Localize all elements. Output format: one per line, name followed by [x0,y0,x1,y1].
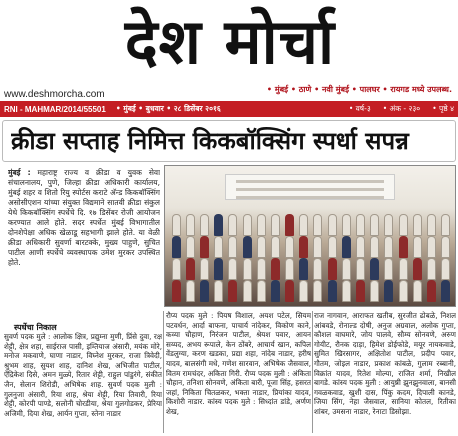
photo-person [271,214,280,236]
column-divider [312,311,313,433]
photo-person [186,236,195,258]
group-photo [164,165,456,307]
column-divider [163,311,164,433]
photo-person [214,258,223,280]
photo-person [200,258,209,280]
photo-person [257,280,266,302]
dateline: मुंबई : [8,168,31,177]
photo-person [285,280,294,302]
photo-person [441,258,450,280]
photo-person [285,214,294,236]
photo-person [356,214,365,236]
photo-person [299,280,308,302]
photo-person [313,258,322,280]
photo-person [399,280,408,302]
page-count: • पृष्ठे ४ [432,104,454,113]
photo-person [243,214,252,236]
photo-person [328,280,337,302]
photo-person [299,258,308,280]
photo-person [257,214,266,236]
photo-person [214,280,223,302]
photo-person [427,214,436,236]
photo-person [399,258,408,280]
photo-person [299,214,308,236]
photo-person [370,214,379,236]
photo-row [169,280,453,302]
photo-person [243,280,252,302]
photo-person [356,236,365,258]
brand-logo: देश मोर्चा [124,5,336,78]
photo-person [356,258,365,280]
photo-person [356,280,365,302]
photo-person [342,236,351,258]
photo-person [214,236,223,258]
photo-person [271,280,280,302]
photo-person [399,236,408,258]
photo-person [384,214,393,236]
results-heading: स्पर्धेचा निकाल [14,323,57,332]
issue-info [349,104,454,114]
photo-person [271,236,280,258]
photo-person [441,280,450,302]
photo-person [257,236,266,258]
photo-banner [225,174,395,200]
photo-person [413,214,422,236]
website-link[interactable]: www.deshmorcha.com [4,89,105,100]
photo-person [200,236,209,258]
results-column-left: सुवर्ण पदक मुले : आलोक क्षित्र, प्रद्युम्ना मुणी, प्रिंसे दुवा, रक्ष शेट्टी, क्षेत्र शहा, साईराज पासी, इम्तियाज अंसारी, मयंक मोरे, मनोज मकवाणे, घाणा नाडार, विघ्नेश मुरकर, राजा त्रिवेदी, श्रुभम शाह, सुयश शाह, दानिश शेख, अभिजीत पाटील, ऐंद्रिकेश दिसे, अमन मुळ्ये, रितार शेट्टी, राहुल पांडुरंगे, संकीत जैन, सेलान शिरोडी, अभिषेक शाह. सुवर्ण पदक मुली : गुलनुजा अंसारी, रिया शाह, श्रेया शेट्टी, रिया तिवारी, रिया शेट्टी, कोरपी पाण्डे, सलोनी चोरडीया, श्रेया गुलगोडकर, प्रेरिया अजिमी, दिया शेख, आर्यन गुप्ता, स्तेना नाडार [4,332,162,418]
volume-year: • वर्ष-३ [348,104,371,113]
photo-person [257,258,266,280]
photo-person [172,214,181,236]
photo-person [370,280,379,302]
photo-person [200,214,209,236]
photo-person [313,214,322,236]
photo-row [169,236,453,258]
photo-person [413,258,422,280]
photo-person [441,214,450,236]
photo-person [342,280,351,302]
photo-person [328,214,337,236]
photo-person [384,258,393,280]
photo-person [271,258,280,280]
photo-person [285,258,294,280]
photo-person [328,236,337,258]
photo-person [384,236,393,258]
photo-person [172,258,181,280]
photo-person [399,214,408,236]
photo-person [313,280,322,302]
photo-person [228,214,237,236]
photo-person [384,280,393,302]
photo-person [328,258,337,280]
headline-box [2,120,456,162]
issue-number: • अंक - २३० [382,104,421,113]
distribution-cities: • मुंबई • ठाणे • नवी मुंबई • पालघर • रायगड मध्ये उपलब्ध. [266,85,452,94]
photo-person [243,258,252,280]
photo-person [413,236,422,258]
photo-person [299,236,308,258]
photo-person [441,236,450,258]
rni-number: RNI - MAHMAR/2014/55501 [4,104,106,114]
results-column-middle: रौप्य पदक मुले : पियष विशाल, अयश पटेल, सियम पटवर्धन, आर्दा बाफना, पाचार्य नांदेकर, विकोण काने, कव्या चौहाण, निरंजन पाटील, श्रेयश पवार, आयन सय्यद, अभय रूपाले, केन ठोंबरे, आचार्य खान, कपिल वेंडलुग्या, करण खडका, प्रद्या शहा, नांदेब नाडार, हरीष यादव, बालसंगी मधे, गणेश सारवान, अभिषेक जैसवाल, वितम रामचंदर, अकिता गिरी. रौप्य पदक मुली : अंकिता चौहान, तनिशा सोनवणे, अंकिता बारी, पूजा सिंह, हसरत जहां, निकिता चितळकर, भक्ता नाडार, प्रियांका यादव, किशोरी नाडार. कांस्य पदक मुले : सिध्दांत डांडे, अर्णण शेख, [166,311,311,416]
intro-body: महाराष्ट्र राज्य व क्रीडा व युवक सेवा संचालनालय, पुणे, जिल्हा क्रीडा अधिकारी कार्यालय, मुंबई शहर व शितो रियु स्पोर्टस कराटे अ‍ॅन्ड किकबॉक्सिंग असोसीएशन यांच्या संयुक्त विद्यमाने सातवी क्रीडा संकुल येथे किकबॉक्सिंग स्पर्धेचे दि. १७ डिसेंबर रोजी आयोजन करण्यात आले होते. सदर स्पर्धेत मुंबई विभागातील दोनशेपेक्षा अधिक खेळाडू सहभागी झाले होते. या वेळी क्रीडा अधिकारी सुवर्णा बारटक्के, मुख्य पाहुणे, सुचित पाटील आणी स्पर्धेचे व्यवस्थापक उमेश मुरकर उपस्थित होते. [8,168,160,267]
results-column-right: राज नागवान, आराफत खतीब, सुरजीत ढोबळे, निशल आंबवडे, रोनाल्ड दोषी, अनुज अग्रवाल, अलोक गुप्ता, कौशल वाघमारे, जोय पालवे, सौम्य सोनवणे, अरुण गोयीट, रौनक दाड़ा, हिमेश डोईफोडे, मयूर नायकवाडे, सुमित खिरसागर, अक्षितोश पाटील, प्रदीप पवार, गौतम, जोइल नाडार, प्रकाश कांबळे, गुलाम रब्बानी, विक्रांत यादव, रितेश मोल्या, राजित शर्मा, निखील बागडे. कांस्य पदक मुली : आयुष्री झुनझुनवाला, बानसी गवळकवाड, खुशी दास, पिंकु कदम, दिपाली कानडे, जिया सिंग, नेहा जैसवाल, सानिया कोतल, रितीका शांबर, उमसना नाडार, रेनाटा डिसोझा. [314,311,456,416]
photo-person [243,236,252,258]
photo-person [214,214,223,236]
photo-person [370,258,379,280]
article-intro [8,168,160,323]
photo-person [413,280,422,302]
photo-person [342,258,351,280]
photo-person [172,236,181,258]
article-headline: क्रीडा सप्ताह निमित्त किकबॉक्सिंग स्पर्धा सपन्न [11,127,409,155]
photo-row [169,214,453,236]
date-bar [0,101,458,117]
edition-date: • मुंबई • बुधवार • २८ डिसेंबर २०१६ [115,104,221,113]
photo-person [228,236,237,258]
photo-person [200,280,209,302]
photo-person [172,280,181,302]
photo-person [370,236,379,258]
photo-row [169,258,453,280]
photo-person [313,236,322,258]
photo-person [342,214,351,236]
photo-person [285,236,294,258]
photo-person [228,280,237,302]
photo-person [186,258,195,280]
photo-person [186,214,195,236]
photo-person [186,280,195,302]
photo-person [427,258,436,280]
photo-person [427,236,436,258]
masthead [0,0,458,112]
photo-person [427,280,436,302]
photo-person [228,258,237,280]
